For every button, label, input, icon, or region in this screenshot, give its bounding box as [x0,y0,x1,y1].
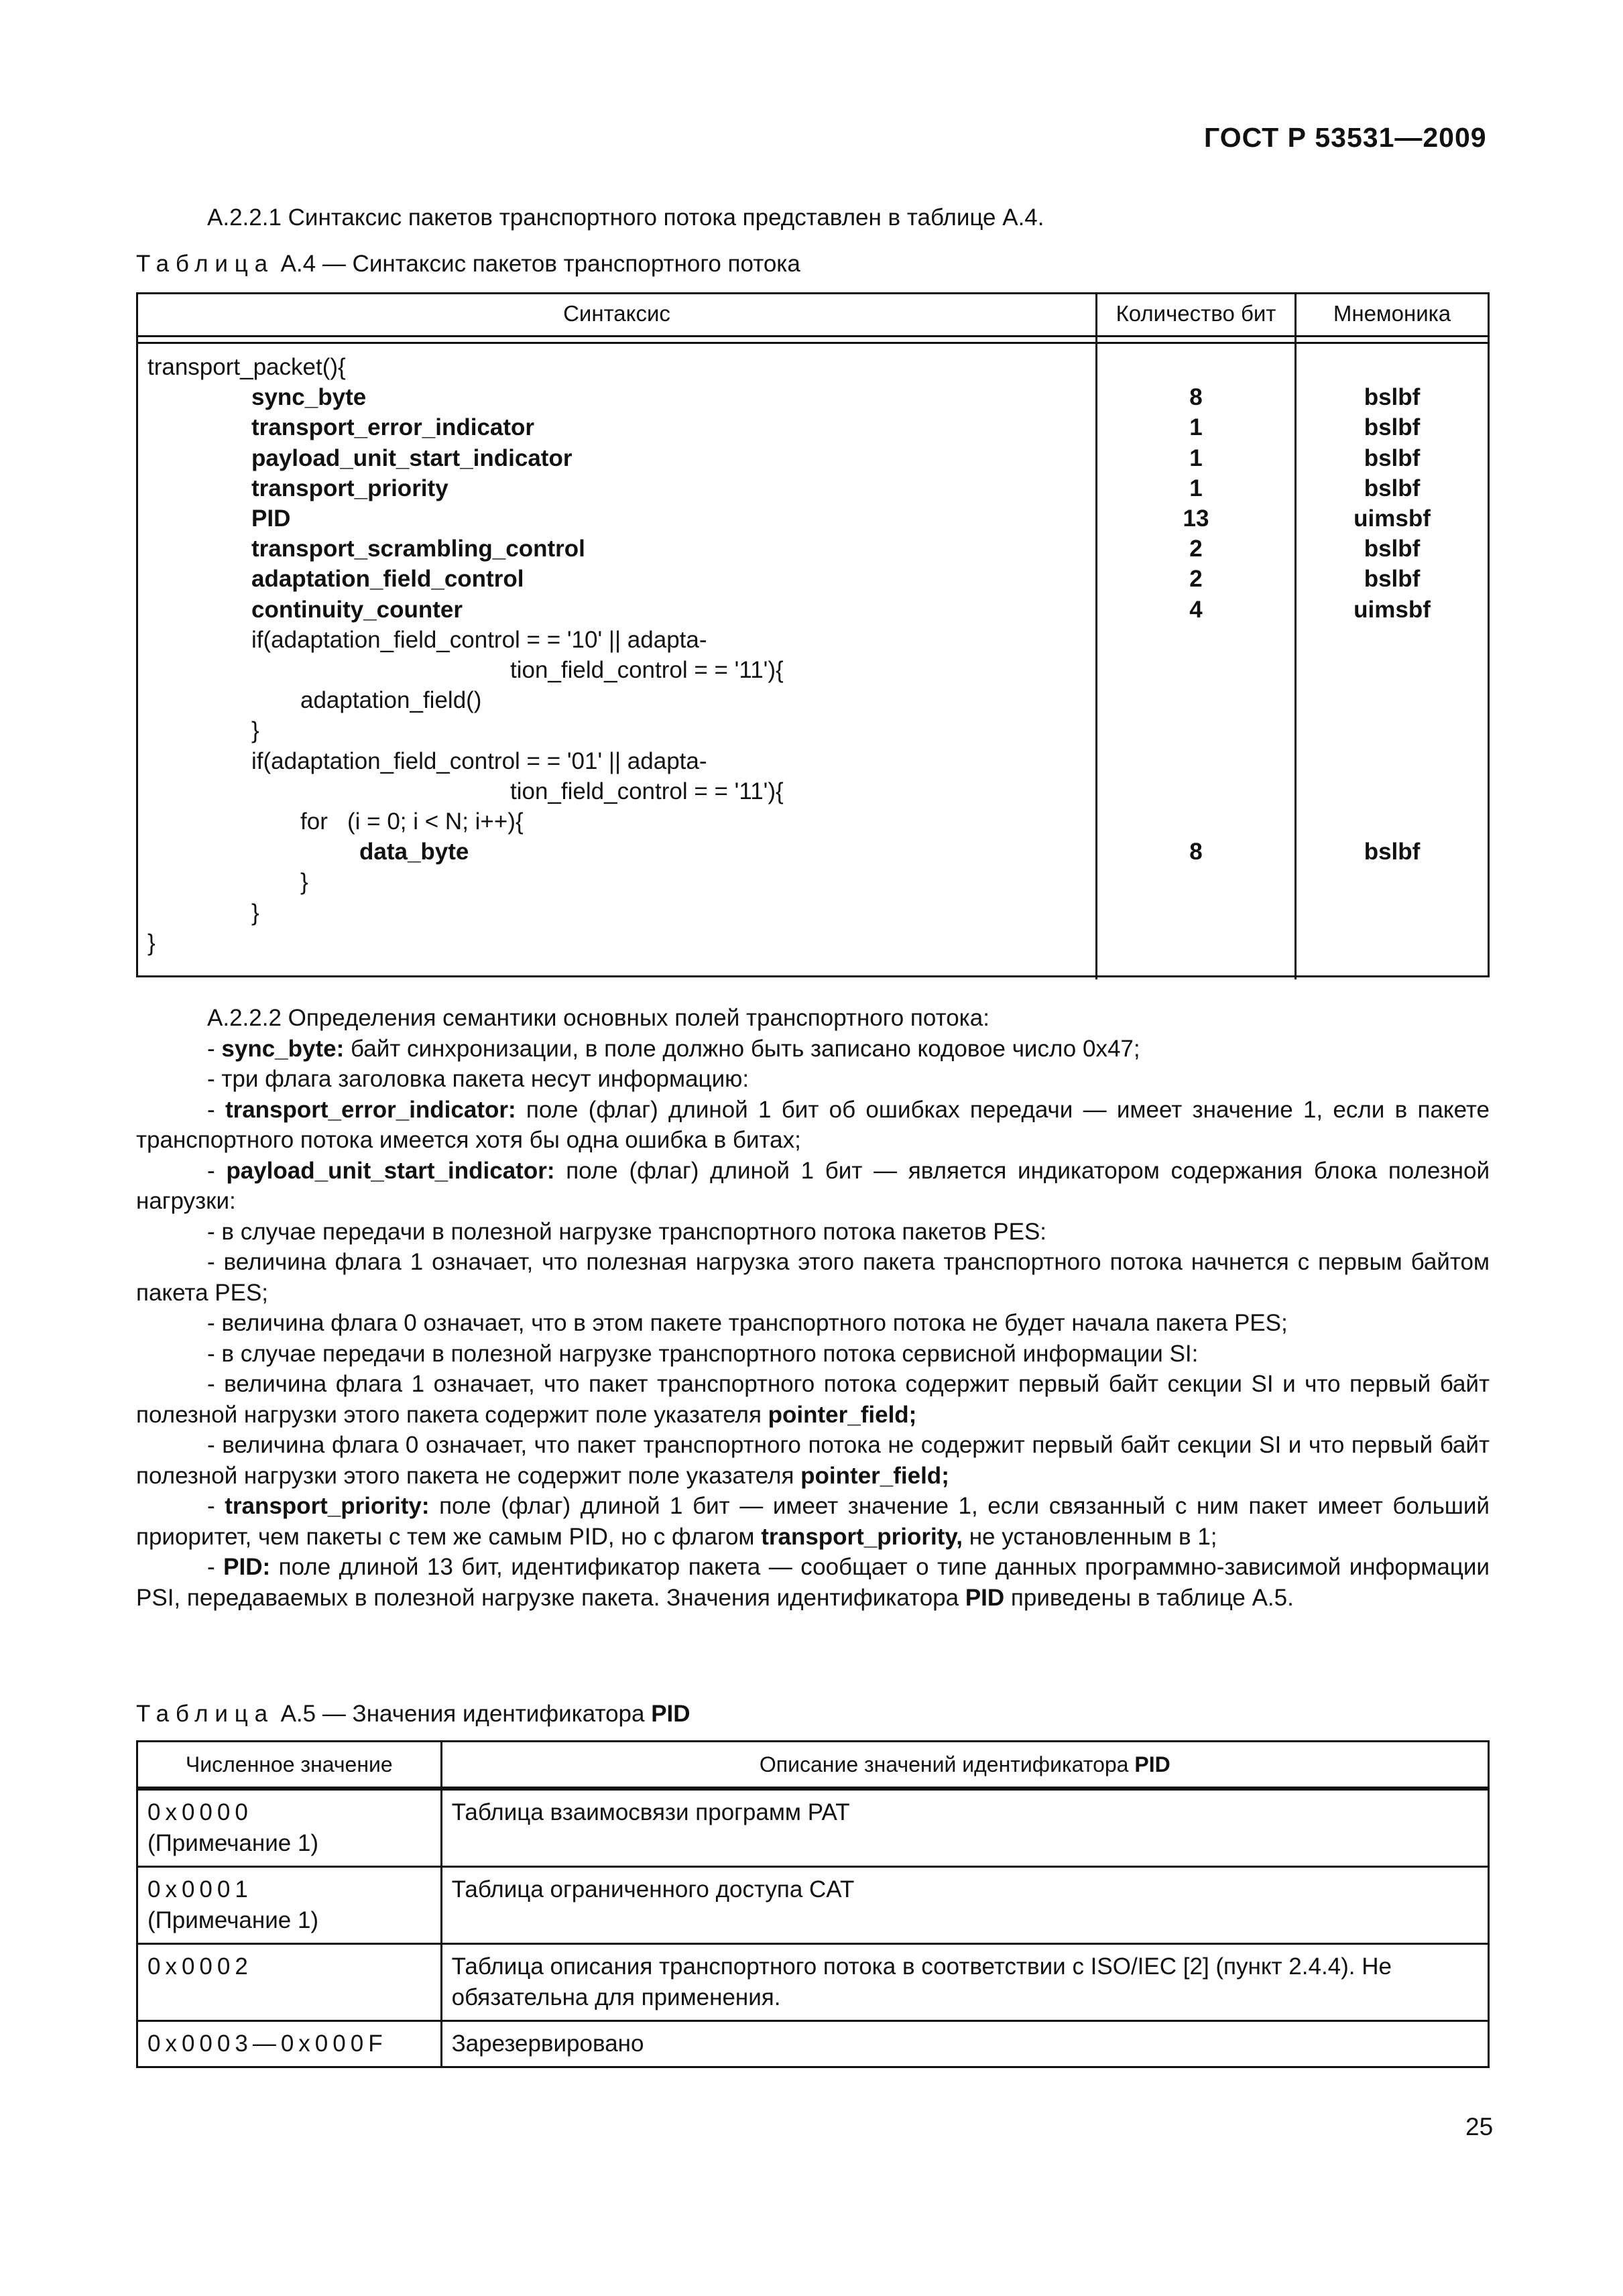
sem-si-1: - величина флага 1 означает, что пакет транспортного потока содержит первый байт секции SI и что первый байт полезной нагрузки этого пакета содержит поле указателя pointer_field; [136,1371,1490,1428]
syntax-line: } [251,899,259,926]
mnemonic-value: bslbf [1364,839,1421,865]
table-row [137,2021,1489,2067]
mnemonic-value: bslbf [1364,566,1421,593]
caption-word: Таблица [136,251,274,277]
bits-value: 4 [1189,596,1203,623]
sem-pes-0: - величина флага 0 означает, что в этом пакете транспортного потока не будет начала пакета PES; [207,1310,1288,1336]
header-desc: Описание значений идентификатора PID [441,1742,1488,1788]
mnemonic-value: bslbf [1364,384,1421,411]
caption-rest: А.4 — Синтаксис пакетов транспортного потока [274,251,800,277]
sem-priority: - transport_priority: поле (флаг) длиной 1 бит — имеет значение 1, если связанный с ним пакет имеет больший приоритет, чем пакеты с тем же самым PID, но с флагом transport_priority, не установленным в 1; [136,1493,1490,1550]
syntax-line: adaptation_field() [300,687,482,714]
pid-value: 0x0002 [147,1953,253,1980]
table-a5 [136,1740,1490,2068]
semantics-block [136,1003,1490,1613]
pid-description: Зарезервировано [441,2021,1488,2067]
page-number: 25 [1465,2113,1494,2140]
syntax-line: tion_field_control = = '11'){ [510,778,784,804]
mnemonic-value: bslbf [1364,536,1421,562]
syntax-line: transport_scrambling_control [251,536,585,562]
bits-value: 1 [1189,475,1203,501]
sem-tei: - transport_error_indicator: поле (флаг) длиной 1 бит об ошибках передачи — имеет значение 1, если в пакете транспортного потока имеется хотя бы одна ошибка в битах; [136,1096,1490,1153]
mnemonic-value: bslbf [1364,444,1421,471]
pid-note: (Примечание 1) [147,1830,319,1856]
syntax-line: } [147,929,156,956]
syntax-line: transport_packet(){ [147,354,346,380]
bits-value: 8 [1189,384,1203,411]
syntax-line: continuity_counter [251,596,463,623]
bits-value: 1 [1189,414,1203,441]
syntax-line: sync_byte [251,384,367,411]
pid-value: 0x0001 [147,1876,253,1902]
syntax-line: adaptation_field_control [251,566,524,593]
syntax-line: tion_field_control = = '11'){ [510,657,784,683]
table-a4-caption [136,251,800,278]
pid-description: Таблица ограниченного доступа CAT [441,1867,1488,1944]
header-mnemonic: Мнемоника [1333,301,1451,326]
header-bits: Количество бит [1116,301,1276,326]
syntax-line: data_byte [359,839,469,865]
syntax-line: payload_unit_start_indicator [251,444,573,471]
mnemonic-value: bslbf [1364,414,1421,441]
syntax-line: transport_error_indicator [251,414,535,441]
pid-description: Таблица описания транспортного потока в соответствии с ISO/IEC [2] (пункт 2.4.4). Не обязательна для применения. [441,1944,1488,2021]
table-a5-caption: Таблица А.5 — Значения идентификатора PID [136,1701,690,1727]
syntax-line: } [251,717,259,744]
syntax-line: transport_priority [251,475,448,501]
sem-pes: - в случае передачи в полезной нагрузке транспортного потока пакетов PES: [207,1218,1047,1245]
pid-description: Таблица взаимосвязи программ PAT [441,1790,1488,1867]
mnemonic-value: bslbf [1364,475,1421,501]
sem-pes-1: - величина флага 1 означает, что полезная нагрузка этого пакета транспортного потока начнется с первым байтом пакета PES; [136,1249,1490,1306]
table-row [137,1790,1489,1867]
table-row [137,1944,1489,2021]
sem-si: - в случае передачи в полезной нагрузке транспортного потока сервисной информации SI: [207,1340,1199,1367]
bits-value: 2 [1189,566,1203,593]
syntax-line: if(adaptation_field_control = = '01' || adapta- [251,747,707,774]
table-row [137,1867,1489,1944]
sem-pid: - PID: поле длиной 13 бит, идентификатор пакета — сообщает о типе данных программно-зависимой информации PSI, передаваемых в полезной нагрузке пакета. Значения идентификатора PID приведены в таблице А.5. [136,1554,1490,1611]
bits-value: 1 [1189,444,1203,471]
bits-value: 13 [1183,505,1209,532]
sem-pusi: - payload_unit_start_indicator: поле (флаг) длиной 1 бит — является индикатором содержания блока полезной нагрузки: [136,1157,1490,1214]
pid-value: 0x0003—0x000F [147,2031,387,2057]
syntax-line: if(adaptation_field_control = = '10' || adapta- [251,626,707,653]
mnemonic-value: uimsbf [1354,505,1431,532]
header-value: Численное значение [137,1742,442,1788]
sem-sync-byte: - sync_byte: байт синхронизации, в поле должно быть записано кодовое число 0x47; [207,1035,1140,1062]
syntax-line: } [300,869,308,896]
syntax-line: for (i = 0; i < N; i++){ [300,808,524,835]
syntax-line: PID [251,505,291,532]
document-code: ГОСТ Р 53531—2009 [1204,122,1487,153]
pid-value: 0x0000 [147,1799,253,1825]
sem-flags: - три флага заголовка пакета несут информацию: [207,1066,749,1092]
mnemonic-value: uimsbf [1354,596,1431,623]
sem-si-0: - величина флага 0 означает, что пакет транспортного потока не содержит первый байт секции SI и что первый байт полезной нагрузки этого пакета не содержит поле указателя pointer_field; [136,1432,1490,1489]
bits-value: 8 [1189,839,1203,865]
semantics-lead: А.2.2.2 Определения семантики основных полей транспортного потока: [207,1005,989,1031]
pid-note: (Примечание 1) [147,1907,319,1933]
table-a4 [136,292,1490,977]
intro-a221: А.2.2.1 Синтаксис пакетов транспортного потока представлен в таблице А.4. [207,204,1044,231]
bits-value: 2 [1189,536,1203,562]
header-syntax: Синтаксис [563,301,670,326]
